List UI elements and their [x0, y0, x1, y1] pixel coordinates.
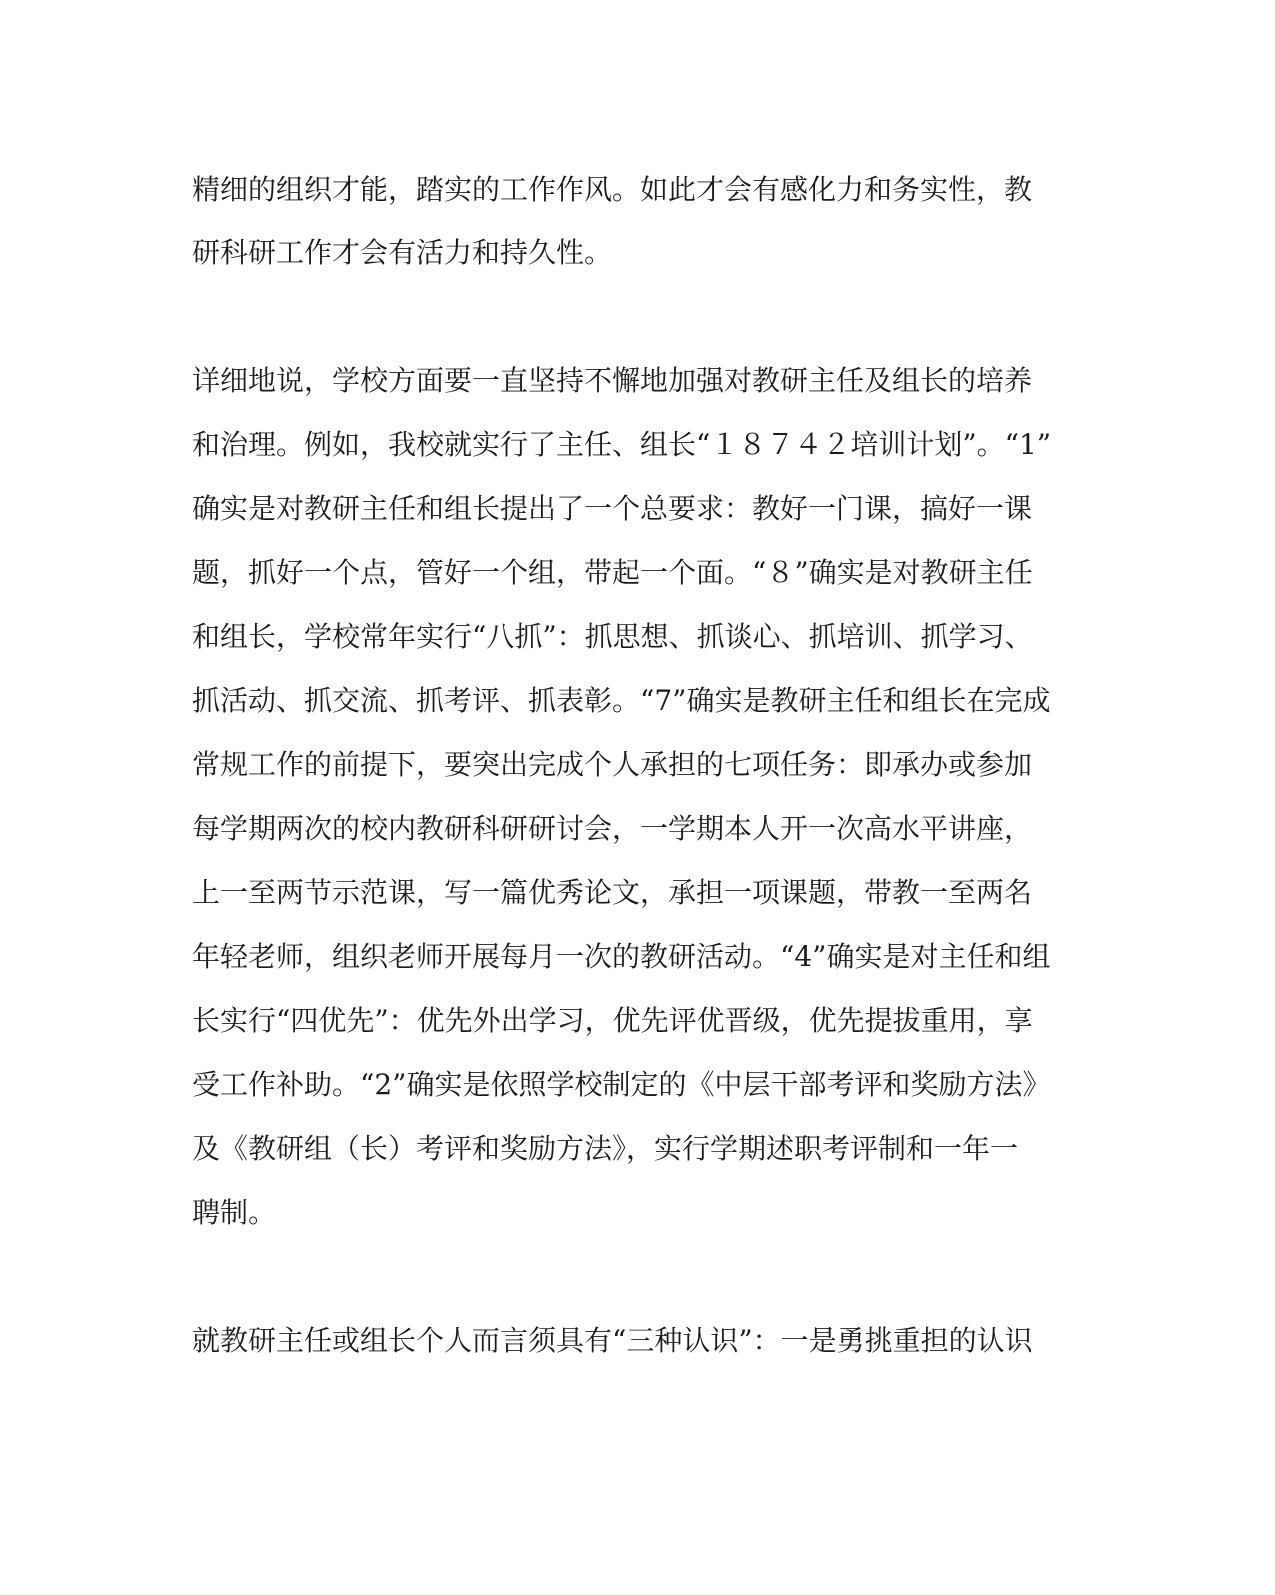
- paragraph-2-line-14: 聘制。: [192, 1196, 277, 1229]
- paragraph-2-line-12: 受工作补助。“2”确实是依照学校制定的《中层干部考评和奖励方法》: [192, 1068, 1051, 1101]
- paragraph-2-line-10: 年轻老师，组织老师开展每月一次的教研活动。“4”确实是对主任和组: [192, 940, 1051, 973]
- paragraph-2-line-11: 长实行“四优先”：优先外出学习，优先评优晋级，优先提拔重用，享: [192, 1004, 1033, 1037]
- paragraph-2-line-5: 和组长，学校常年实行“八抓”：抓思想、抓谈心、抓培训、抓学习、: [192, 620, 1033, 653]
- paragraph-2-line-2: 和治理。例如，我校就实行了主任、组长“１８７４２培训计划”。“1”: [192, 428, 1052, 461]
- paragraph-2-line-13: 及《教研组（长）考评和奖励方法》，实行学期述职考评制和一年一: [192, 1132, 1019, 1165]
- paragraph-2-line-1: 详细地说，学校方面要一直坚持不懈地加强对教研主任及组长的培养: [192, 364, 1033, 397]
- paragraph-2-line-4: 题，抓好一个点，管好一个组，带起一个面。“８”确实是对教研主任: [192, 556, 1033, 589]
- paragraph-2-line-6: 抓活动、抓交流、抓考评、抓表彰。“7”确实是教研主任和组长在完成: [192, 684, 1051, 717]
- paragraph-2-line-3: 确实是对教研主任和组长提出了一个总要求：教好一门课，搞好一课: [192, 492, 1033, 525]
- paragraph-2-line-8: 每学期两次的校内教研科研研讨会，一学期本人开一次高水平讲座，: [192, 812, 1033, 845]
- paragraph-2-line-7: 常规工作的前提下，要突出完成个人承担的七项任务：即承办或参加: [192, 748, 1033, 781]
- paragraph-2-line-9: 上一至两节示范课，写一篇优秀论文，承担一项课题，带教一至两名: [192, 876, 1033, 909]
- paragraph-1-line-1: 精细的组织才能，踏实的工作作风。如此才会有感化力和务实性，教: [192, 173, 1033, 206]
- paragraph-1-line-2: 研科研工作才会有活力和持久性。: [192, 236, 613, 269]
- paragraph-3-line-1: 就教研主任或组长个人而言须具有“三种认识”：一是勇挑重担的认识: [192, 1324, 1033, 1357]
